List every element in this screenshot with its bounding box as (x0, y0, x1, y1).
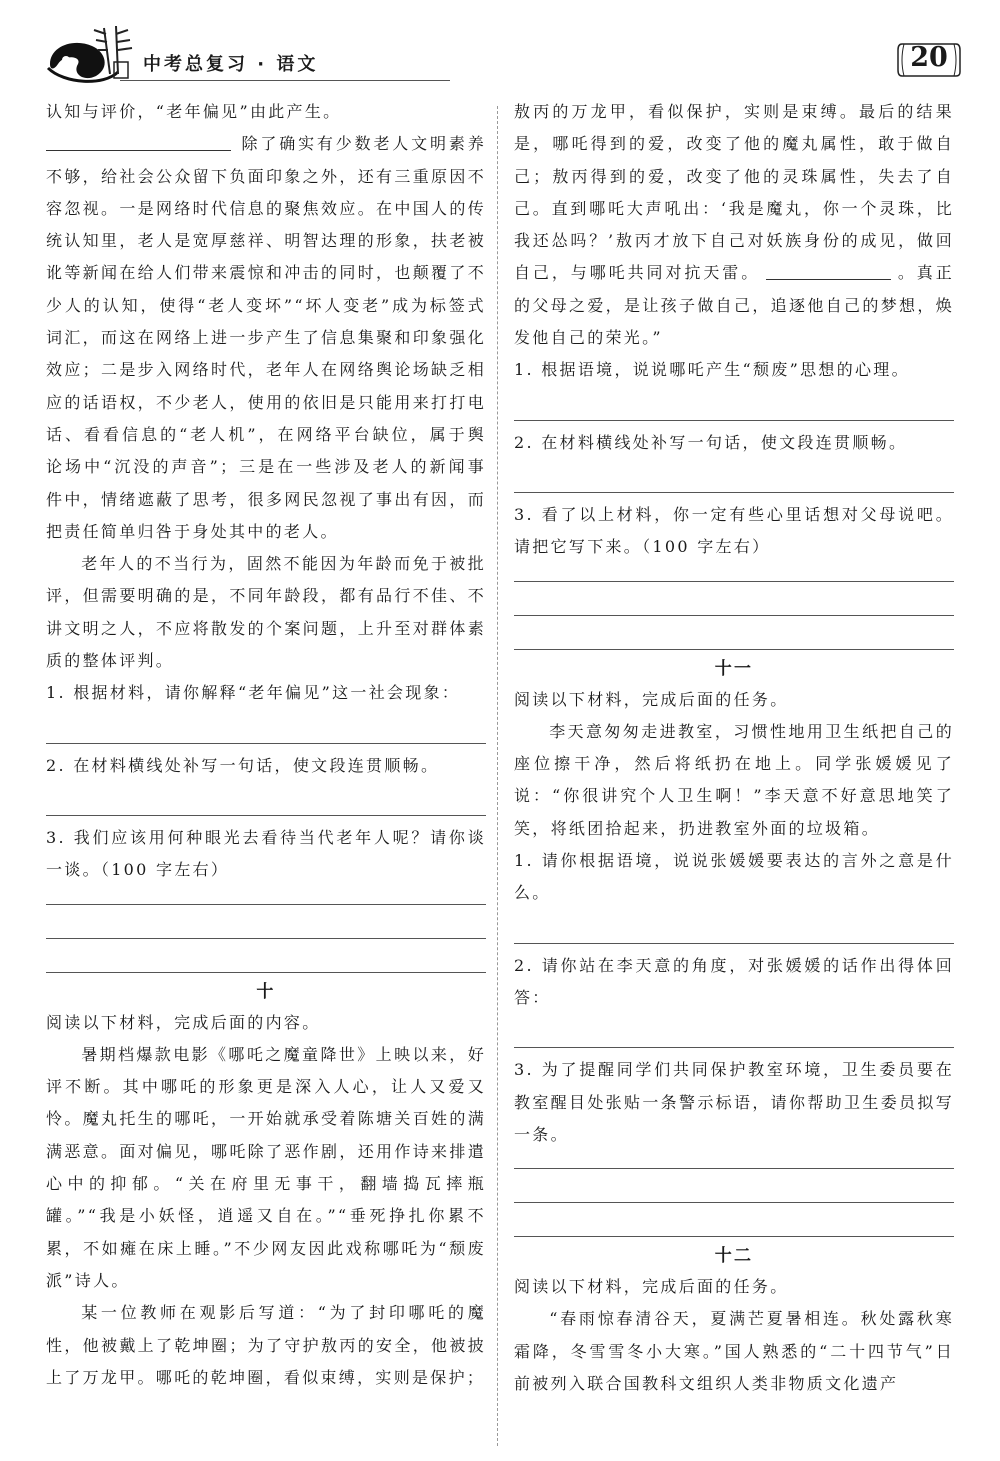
answer-line[interactable] (514, 1203, 954, 1237)
answer-line[interactable] (514, 1014, 954, 1048)
section-10-question-1: 1. 根据语境，说说哪吒产生“颓废”思想的心理。 (514, 360, 910, 380)
paragraph-intro-tail: 认知与评价，“老年偏见”由此产生。 (46, 102, 342, 121)
paragraph-elderly-behavior: 老年人的不当行为，固然不能因为年龄而免于被批评，但需要明确的是，不同年龄段，都有品行不佳、不讲文明之人，不应将散发的个案问题，上升至对群体素质的整体评判。 (46, 554, 486, 671)
answer-line[interactable] (46, 887, 486, 905)
answer-line[interactable] (46, 905, 486, 939)
section-10-paragraph-1: 暑期档爆款电影《哪吒之魔童降世》上映以来，好评不断。其中哪吒的形象更是深入人心，让人又爱又怜。魔丸托生的哪吒，一开始就承受着陈塘关百姓的满满恶意。面对偏见，哪吒除了恶作剧，还用作诗来排遣心中的抑郁。“关在府里无事干，翻墙捣瓦摔瓶罐。”“我是小妖怪，逍遥又自在。”“垂死挣扎你累不累，不如瘫在床上睡。”不少网友因此戏称哪吒为“颓废派”诗人。 (46, 1044, 486, 1290)
answer-line[interactable] (514, 910, 954, 944)
section-11-intro: 阅读以下材料，完成后面的任务。 (514, 689, 789, 709)
answer-line[interactable] (514, 616, 954, 650)
answer-line[interactable] (46, 782, 486, 816)
fill-blank-line[interactable] (46, 129, 231, 151)
section-title-10: 十 (256, 981, 276, 1002)
section-10-intro: 阅读以下材料，完成后面的内容。 (46, 1012, 321, 1032)
fill-blank-line[interactable] (766, 258, 891, 280)
section-11-question-2: 2. 请你站在李天意的角度，对张媛媛的话作出得体回答： (514, 955, 954, 1007)
answer-line[interactable] (46, 939, 486, 973)
section-title-12: 十二 (714, 1246, 754, 1267)
page-header (0, 0, 1000, 92)
right-column (514, 96, 954, 1400)
section-10-paragraph-2-cont (514, 96, 954, 354)
answer-line[interactable] (514, 582, 954, 616)
column-separator (497, 106, 498, 1446)
section-10-question-3: 3. 看了以上材料，你一定有些心里话想对父母说吧。请把它写下来。（100 字左右） (514, 504, 954, 557)
paragraph-text: 。真正的父母之爱，是让孩子做自己，追逐他自己的梦想，焕发他自己的荣光。” (514, 263, 954, 348)
bamboo-yinyang-logo-icon (44, 24, 144, 88)
left-column (46, 96, 486, 1394)
section-title-11: 十一 (714, 658, 754, 679)
paragraph-causes (46, 128, 486, 548)
paragraph-causes-text: 除了确实有少数老人文明素养不够，给社会公众留下负面印象之外，还有三重原因不容忽视。一是网络时代信息的聚焦效应。在中国人的传统认知里，老人是宽厚慈祥、明智达理的形象，扶老被讹等新闻在给人们带来震惊和冲击的同时，也颠覆了不少人的认知，使得“老人变坏”“坏人变老”成为标签式词汇，而这在网络上进一步产生了信息集聚和印象强化效应；二是步入网络时代，老年人在网络舆论场缺乏相应的话语权，不少老人，使用的依旧是只能用来打打电话、看看信息的“老人机”，在网络平台缺位，属于舆论场中“沉没的声音”；三是在一些涉及老人的新闻事件中，情绪遮蔽了思考，很多网民忽视了事出有因，而把责任简单归咎于身处其中的老人。 (46, 134, 486, 541)
question-3: 3. 我们应该用何种眼光去看待当代老年人呢？请你谈一谈。（100 字左右） (46, 827, 486, 880)
question-2: 2. 在材料横线处补写一句话，使文段连贯顺畅。 (46, 755, 440, 775)
section-11-question-1: 1. 请你根据语境，说说张媛媛要表达的言外之意是什么。 (514, 851, 954, 903)
answer-line[interactable] (514, 1169, 954, 1203)
answer-line[interactable] (46, 710, 486, 744)
answer-line[interactable] (514, 1151, 954, 1169)
page-number: 20 (910, 42, 948, 73)
answer-line[interactable] (514, 387, 954, 421)
section-10-paragraph-2: 某一位教师在观影后写道：“为了封印哪吒的魔性，他被戴上了乾坤圈；为了守护敖丙的安全，他被披上了万龙甲。哪吒的乾坤圈，看似束缚，实则是保护； (46, 1303, 486, 1387)
question-1: 1. 根据材料，请你解释“老年偏见”这一社会现象： (46, 683, 461, 703)
header-rule (120, 80, 450, 81)
answer-line[interactable] (514, 459, 954, 493)
section-11-paragraph-1: 李天意匆匆走进教室，习惯性地用卫生纸把自己的座位擦干净，然后将纸扔在地上。同学张媛媛见了说：“你很讲究个人卫生啊！”李天意不好意思地笑了笑，将纸团拾起来，扔进教室外面的垃圾箱。 (514, 721, 954, 838)
section-10-question-2: 2. 在材料横线处补写一句话，使文段连贯顺畅。 (514, 432, 908, 452)
section-12-intro: 阅读以下材料，完成后面的任务。 (514, 1277, 789, 1297)
paragraph-text: 敖丙的万龙甲，看似保护，实则是束缚。最后的结果是，哪吒得到的爱，改变了他的魔丸属性，敢于做自己；敖丙得到的爱，改变了他的灵珠属性，失去了自己。直到哪吒大声吼出：‘我是魔丸，你一个灵珠，比我还怂吗？’敖丙才放下自己对妖族身份的成见，做回自己，与哪吒共同对抗天雷。 (514, 102, 954, 283)
answer-line[interactable] (514, 564, 954, 582)
header-title: 中考总复习 · 语文 (143, 54, 319, 75)
section-12-paragraph-1: “春雨惊春清谷天，夏满芒夏暑相连。秋处露秋寒霜降，冬雪雪冬小大寒。”国人熟悉的“二十四节气”日前被列入联合国教科文组织人类非物质文化遗产 (514, 1309, 954, 1394)
section-11-question-3: 3. 为了提醒同学们共同保护教室环境，卫生委员要在教室醒目处张贴一条警示标语，请你帮助卫生委员拟写一条。 (514, 1060, 954, 1144)
